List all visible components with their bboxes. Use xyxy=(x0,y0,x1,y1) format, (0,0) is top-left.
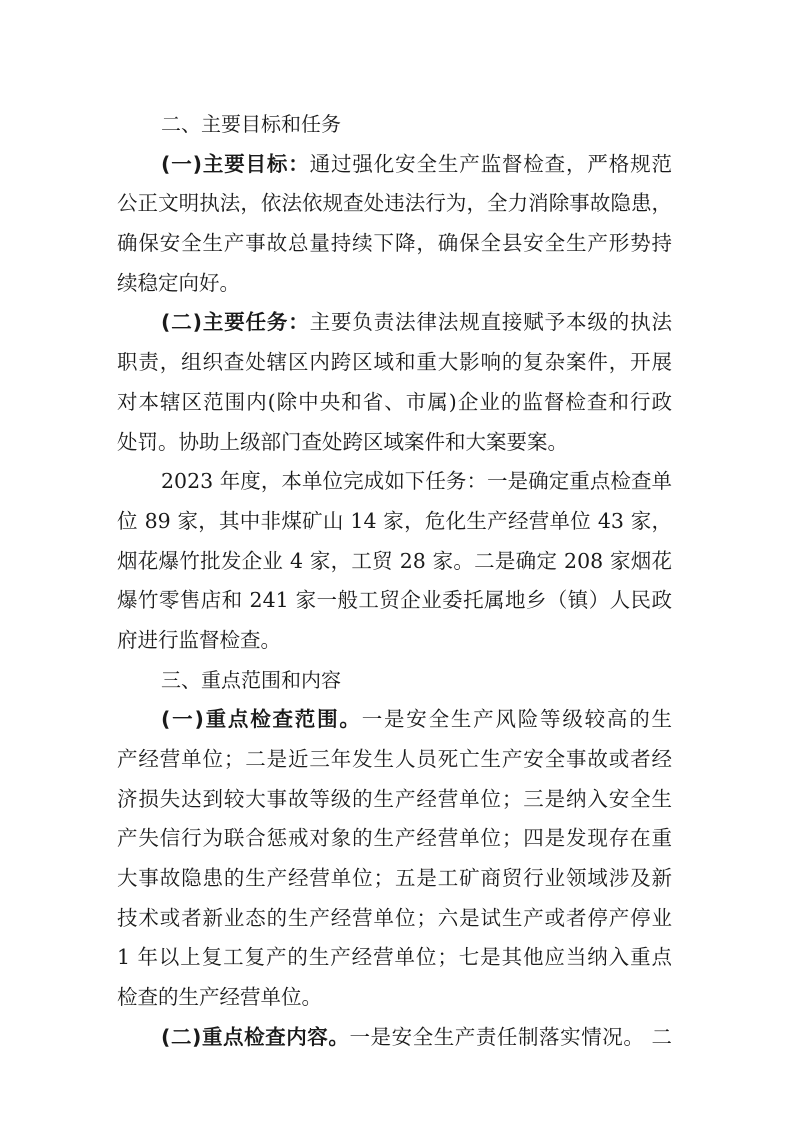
section-heading-text: 二、主要目标和任务 xyxy=(161,112,341,136)
paragraph-task-line-1 xyxy=(117,303,672,343)
content-text: 一是安全生产责任制落实情况。 二 xyxy=(349,1024,672,1049)
content-label: (二)重点检查内容。 xyxy=(161,1024,350,1049)
task-label: (二)主要任务： xyxy=(161,310,310,335)
paragraph-2023-line-4: 爆竹零售店和 241 家一般工贸企业委托属地乡（镇）人民政 xyxy=(117,588,672,613)
paragraph-scope-line-4: 产失信行为联合惩戒对象的生产经营单位；四是发现存在重 xyxy=(117,826,672,851)
paragraph-scope-line-2: 产经营单位；二是近三年发生人员死亡生产安全事故或者经 xyxy=(117,747,672,771)
section-heading-text: 三、重点范围和内容 xyxy=(161,667,341,692)
paragraph-task-line-2: 职责，组织查处辖区内跨区域和重大影响的复杂案件，开展 xyxy=(117,350,672,375)
task-text: 主要负责法律法规直接赋予本级的执法 xyxy=(309,310,672,335)
paragraph-content-line-1 xyxy=(117,1018,672,1058)
paragraph-goal-line-2: 公正文明执法，依法依规查处违法行为，全力消除事故隐患， xyxy=(117,191,672,216)
paragraph-scope-line-7: 1 年以上复工复产的生产经营单位；七是其他应当纳入重点 xyxy=(117,945,672,970)
scope-text: 一是安全生产风险等级较高的生 xyxy=(361,707,672,732)
section-heading-key-scope xyxy=(117,661,672,701)
paragraph-scope-line-6: 技术或者新业态的生产经营单位；六是试生产或者停产停业 xyxy=(117,905,672,930)
paragraph-task-line-4: 处罚。协助上级部门查处跨区域案件和大案要案。 xyxy=(117,429,568,454)
paragraph-2023-line-5: 府进行监督检查。 xyxy=(117,627,281,652)
paragraph-scope-line-1 xyxy=(117,700,672,740)
document-body xyxy=(117,105,672,1058)
paragraph-goal-line-3: 确保安全生产事故总量持续下降，确保全县安全生产形势持 xyxy=(117,231,672,256)
paragraph-goal-line-1 xyxy=(117,145,672,185)
goal-text: 通过强化安全生产监督检查，严格规范 xyxy=(309,151,672,176)
section-heading-main-goals xyxy=(117,105,672,145)
paragraph-scope-line-3: 济损失达到较大事故等级的生产经营单位；三是纳入安全生 xyxy=(117,786,672,811)
paragraph-2023-line-1: 2023 年度，本单位完成如下任务：一是确定重点检查单 xyxy=(161,469,672,494)
paragraph-2023-line-3: 烟花爆竹批发企业 4 家，工贸 28 家。二是确定 208 家烟花 xyxy=(117,548,672,573)
paragraph-scope-line-5: 大事故隐患的生产经营单位；五是工矿商贸行业领域涉及新 xyxy=(117,866,672,891)
paragraph-goal-line-4: 续稳定向好。 xyxy=(117,270,240,295)
goal-label: (一)主要目标： xyxy=(161,151,310,176)
scope-label: (一)重点检查范围。 xyxy=(161,707,362,732)
paragraph-2023-line-2: 位 89 家，其中非煤矿山 14 家，危化生产经营单位 43 家， xyxy=(117,508,672,533)
paragraph-task-line-3: 对本辖区范围内(除中央和省、市属)企业的监督检查和行政 xyxy=(117,389,672,414)
paragraph-scope-line-8: 检查的生产经营单位。 xyxy=(117,985,322,1010)
